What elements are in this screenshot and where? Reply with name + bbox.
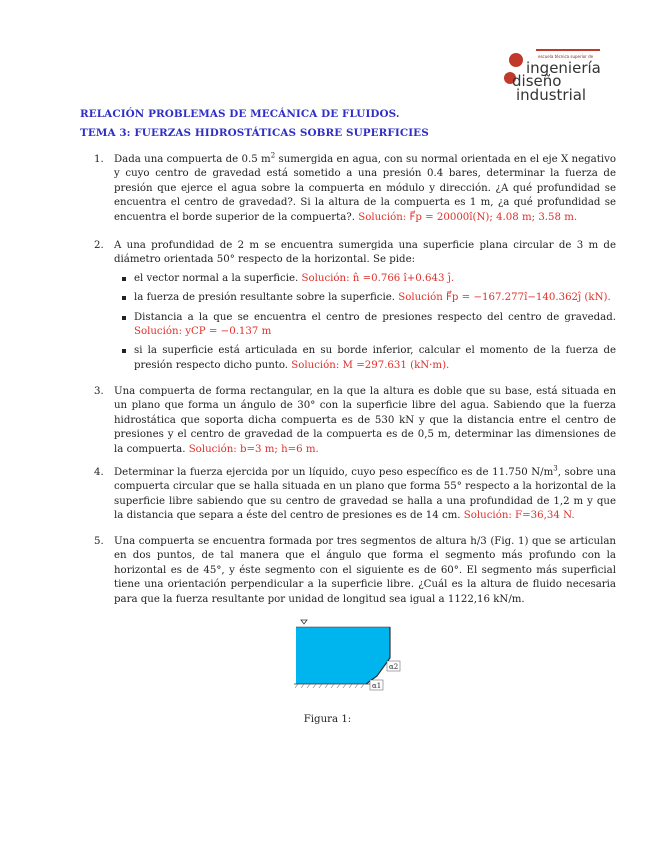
school-logo bbox=[496, 46, 608, 104]
problem-number: 3. bbox=[94, 386, 104, 397]
problem-2 bbox=[80, 239, 616, 378]
logo-graphic bbox=[496, 46, 608, 104]
svg-text:diseño: diseño bbox=[512, 72, 562, 90]
problem-number: 2. bbox=[94, 240, 104, 251]
problem-number: 4. bbox=[94, 467, 104, 478]
problem-3 bbox=[80, 385, 616, 457]
ground-hatch bbox=[295, 684, 364, 688]
svg-text:ingeniería: ingeniería bbox=[526, 59, 601, 77]
solution: Solución: F=36,34 N. bbox=[463, 510, 575, 522]
svg-text:escuela técnica superior de: escuela técnica superior de bbox=[538, 54, 594, 59]
problem-4 bbox=[80, 466, 616, 524]
list-item: la fuerza de presión resultante sobre la superficie. Solución F⃗p = −167.277î−140.362ĵ (kN). bbox=[114, 291, 616, 305]
problem-text: A una profundidad de 2 m se encuentra sumergida una superficie plana circular de 3 m de diámetro orientada 50° respecto de la horizontal. Se pide: el vector normal a la superficie. Solución: n̂ =0.766 î+0.643 ĵ. la fuerza de presión resultante sobre la superficie. Solución F⃗p = −167.277î−140.362ĵ (kN). Distancia a la que se encuentra el centro de presiones respecto del centro de gravedad. Solución: yCP = −0.137 m si la superficie está articulada en su borde inferior, calcular el momento de la fuerza de presión respecto dicho punto. Solución: M =297.631 (kN·m). bbox=[114, 239, 616, 373]
solution: Solución: yCP = −0.137 m bbox=[134, 326, 272, 338]
document-subtitle: TEMA 3: FUERZAS HIDROSTÁTICAS SOBRE SUPERFICIES bbox=[80, 127, 429, 139]
svg-text:industrial: industrial bbox=[516, 86, 587, 104]
free-surface-icon bbox=[301, 620, 307, 624]
figure-caption: Figura 1: bbox=[303, 714, 352, 725]
list-item: Distancia a la que se encuentra el centro de presiones respecto del centro de gravedad. Solución: yCP = −0.137 m bbox=[114, 311, 616, 340]
solution: Solución: M =297.631 (kN·m). bbox=[291, 359, 450, 371]
solution: Solución F⃗p = −167.277î−140.362ĵ (kN). bbox=[398, 292, 611, 304]
problem-number: 5. bbox=[94, 536, 104, 547]
problem-text: Dada una compuerta de 0.5 $m^2$ sumergida en agua, con su normal orientada en el eje X negativo y cuyo centro de gravedad está sometido a una presión 0.4 bares, determinar la fuerza de presión que ejerce el agua sobre la compuerta en módulo y dirección. ¿A qué profundidad se encuentra el centro de gravedad?. Si la altura de la compuerta es 1 m, ¿a qué profundidad se encuentra el borde superior de la compuerta?. Solución: F⃗p = 20000î(N); 4.08 m; 3.58 m. bbox=[114, 151, 616, 223]
solution: Solución: F⃗p = 20000î(N); 4.08 m; 3.58 m. bbox=[358, 211, 578, 223]
problem-text: Determinar la fuerza ejercida por un líquido, cuyo peso específico es de 11.750 $N/m^3$, sobre una compuerta circular que se halla situada en un plano que forma 55° respecto a la horizontal de la superficie libre sabiendo que su centro de gravedad se halla a una profundidad de 1,2 m y que la distancia que separa a éste del centro de presiones es de 14 cm. Solución: F=36,34 N. bbox=[114, 464, 616, 522]
list-item: el vector normal a la superficie. Solución: n̂ =0.766 î+0.643 ĵ. bbox=[114, 272, 616, 286]
subquestion-list bbox=[114, 272, 616, 373]
document-title: RELACIÓN PROBLEMAS DE MECÁNICA DE FLUIDOS. bbox=[80, 108, 400, 120]
problem-text: Una compuerta de forma rectangular, en la que la altura es doble que su base, está situada en un plano que forma un ángulo de 30° con la superficie libre del agua. Sabiendo que la fuerza hidrostática que soporta dicha compuerta es de 530 kN y que la distancia entre el centro de presiones y el centro de gravedad de la compuerta es de 0,5 m, determinar las dimensiones de la compuerta. Solución: b=3 m; h=6 m. bbox=[114, 386, 616, 455]
problem-text: Una compuerta se encuentra formada por tres segmentos de altura h/3 (Fig. 1) que se articulan en dos puntos, de tal manera que el ángulo que forma el segmento más profundo con la horizontal es de 45°, y éste segmento con el siguiente es de 60°. El segmento más superficial tiene una orientación perpendicular a la superficie libre. ¿Cuál es la altura de fluido necesaria para que la fuerza resultante por unidad de longitud sea igual a 1122,16 kN/m. bbox=[114, 536, 616, 605]
water-region bbox=[296, 627, 390, 684]
gate-diagram bbox=[292, 618, 402, 693]
list-item: si la superficie está articulada en su borde inferior, calcular el momento de la fuerza de presión respecto dicho punto. Solución: M =297.631 (kN·m). bbox=[114, 344, 616, 373]
solution: Solución: b=3 m; h=6 m. bbox=[188, 443, 319, 455]
alpha2-label: α2 bbox=[389, 663, 399, 671]
alpha1-label: α1 bbox=[372, 682, 382, 690]
figure-1 bbox=[292, 618, 402, 693]
problem-1 bbox=[80, 153, 616, 225]
problem-number: 1. bbox=[94, 154, 104, 165]
problem-5 bbox=[80, 535, 616, 607]
solution: Solución: n̂ =0.766 î+0.643 ĵ. bbox=[301, 272, 455, 284]
